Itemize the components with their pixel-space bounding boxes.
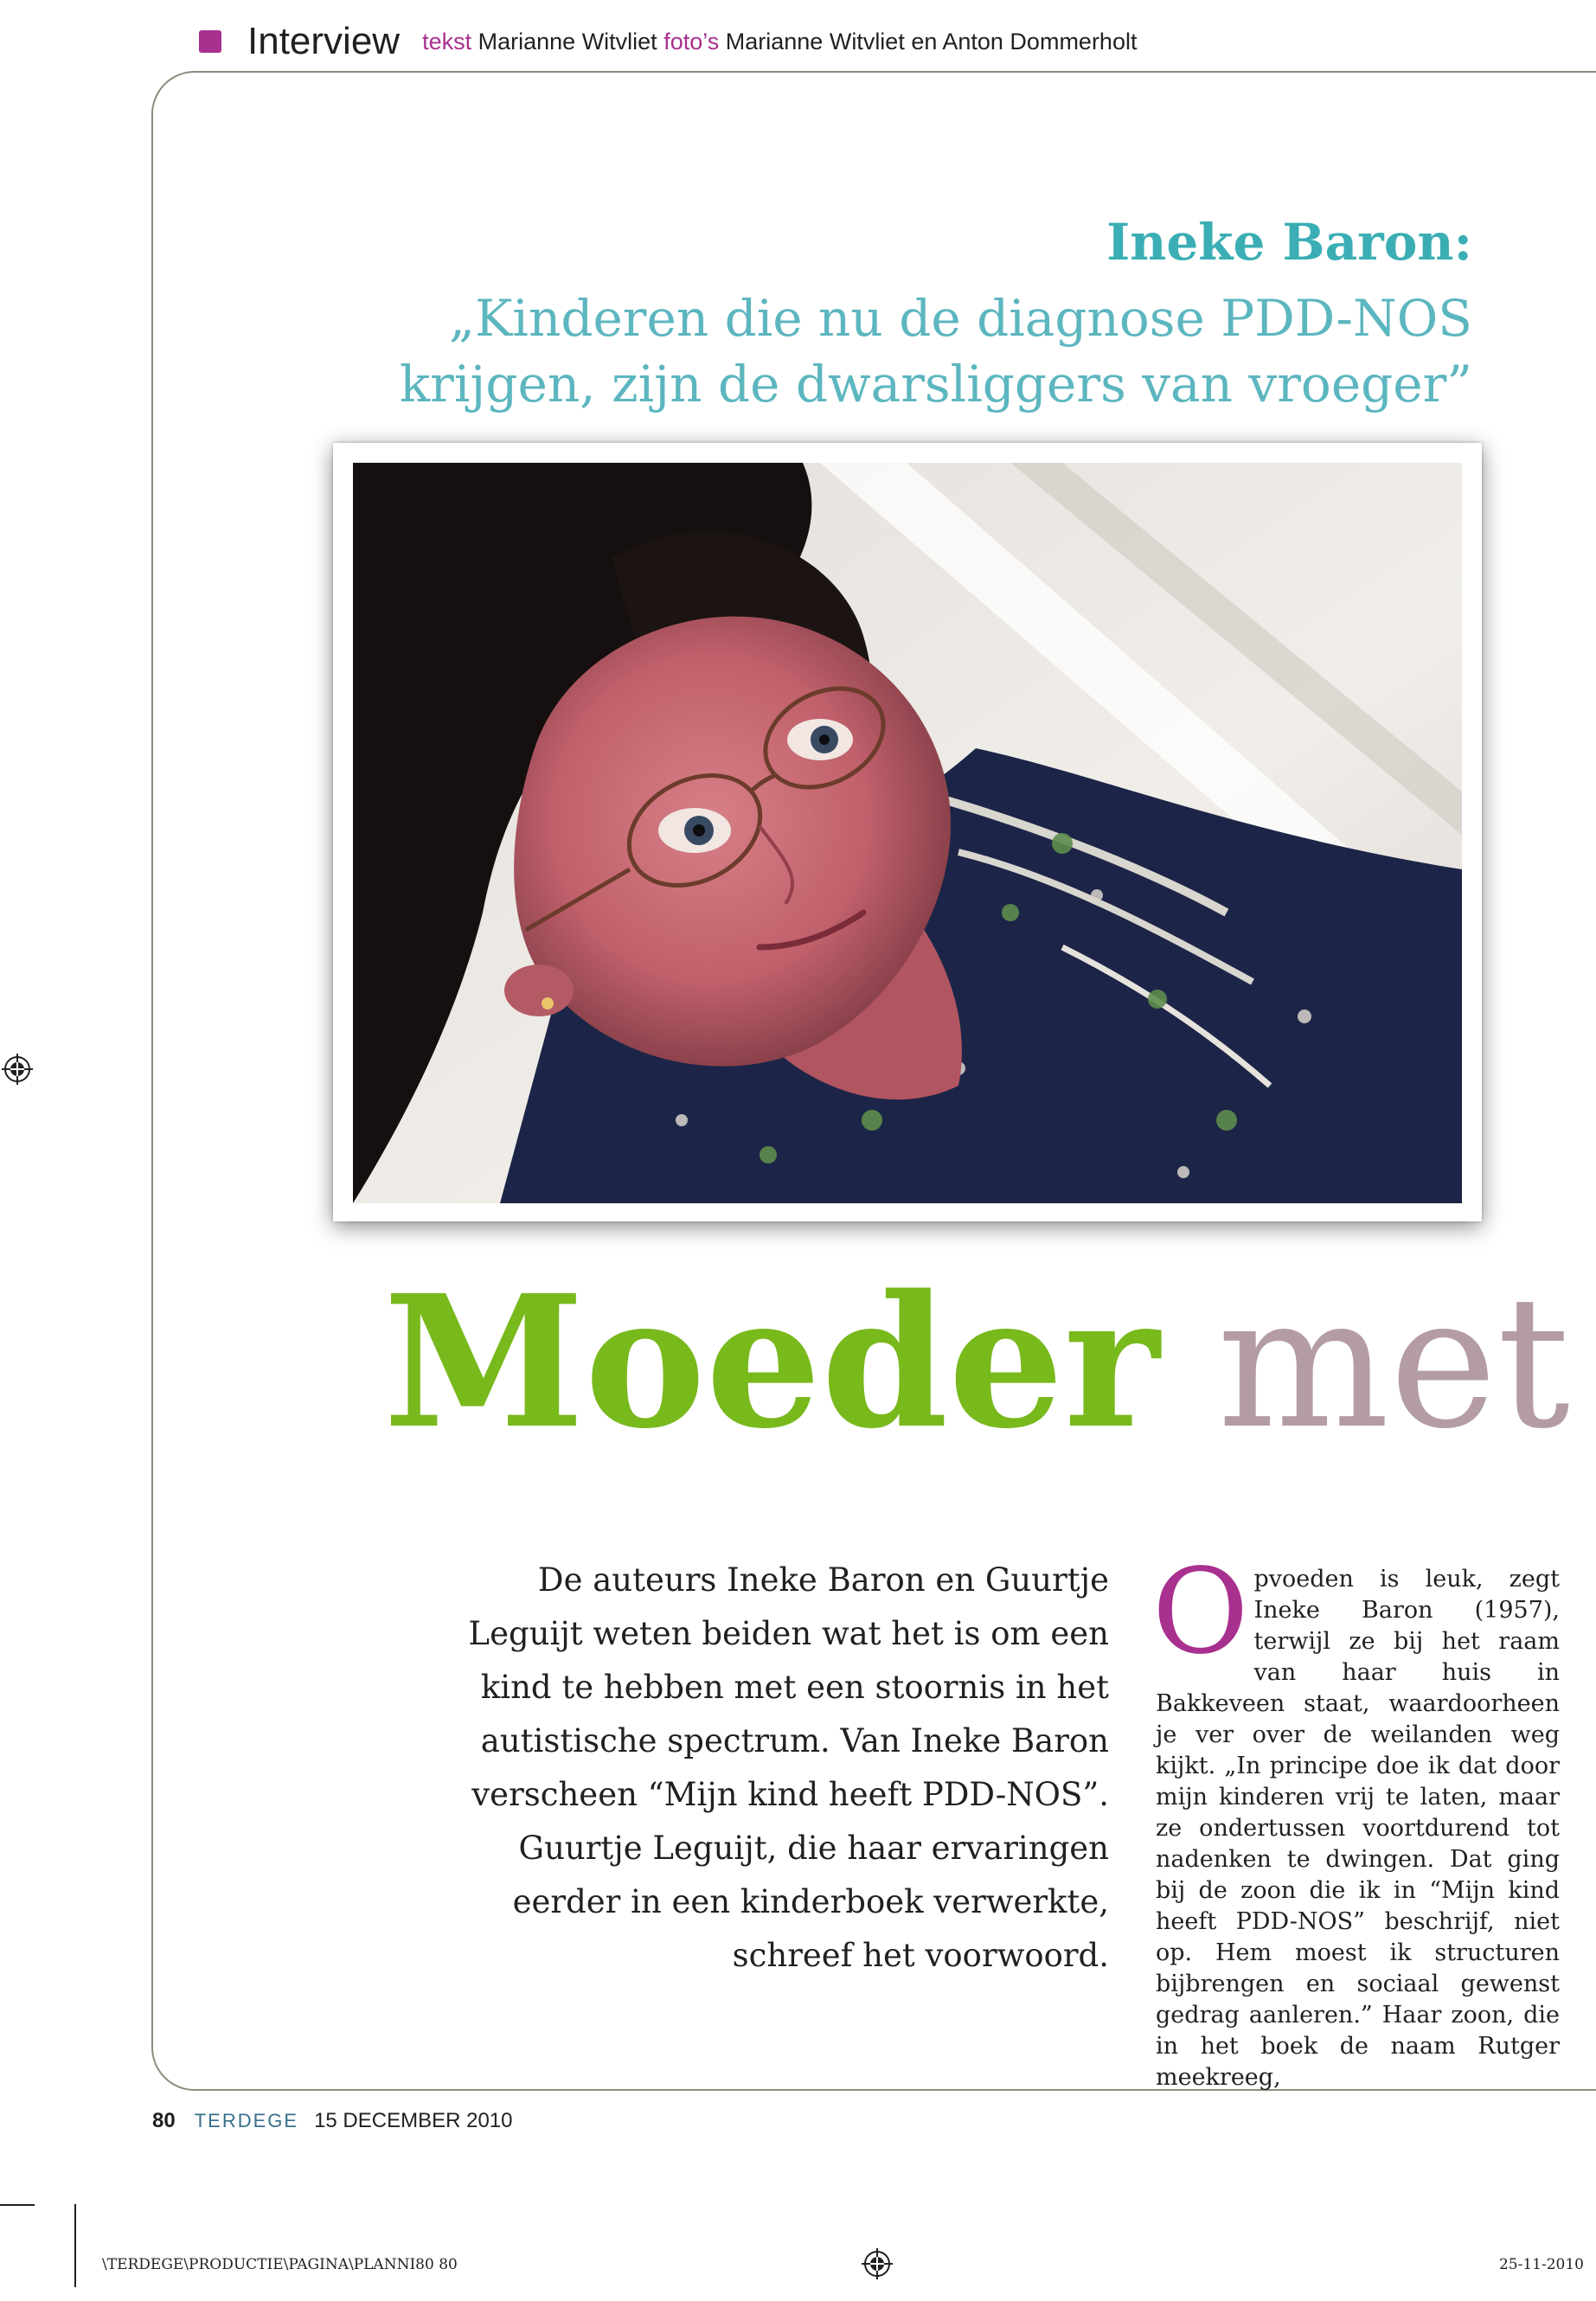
text-credit-label: tekst [422,28,472,54]
registration-mark-icon [862,2248,893,2279]
photo-credit-authors: Marianne Witvliet en Anton Dommerholt [725,28,1138,54]
headline-word-secondary: met [1217,1257,1570,1469]
section-marker-square-icon [199,30,221,53]
portrait-photo [353,463,1462,1203]
headline-word-primary: Moeder [383,1255,1160,1469]
issue-date: 15 DECEMBER 2010 [314,2109,513,2132]
body-column [1152,1544,1560,2093]
body-text: pvoeden is leuk, zegt Ineke Baron (1957), terwijl ze bij het raam van haar huis in Bakkeveen staat, waardoorheen je ver over de weilanden weg kijkt. „In principe doe ik dat door mijn kinderen vrij te laten, maar ze ondertussen voortdurend tot nadenken te dwingen. Dat ging bij de zoon die ik in “Mijn kind heeft PDD-NOS” beschrijf, niet op. Hem moest ik structuren bijbrengen en sociaal gewenst gedrag aanleren.” Haar zoon, die in het boek de naam Rutger meekreeg, [1156,1566,1560,2091]
credits [422,29,1137,55]
article-header [199,16,1137,67]
section-label: Interview [247,20,401,62]
page-footer [152,2109,513,2133]
registration-mark-icon [2,1054,33,1085]
headline [383,1255,1570,1469]
intro-paragraph: De auteurs Ineke Baron en Guurtje Leguijt weten beiden wat het is om een kind te hebben met een stoornis in het autistische spectrum. Van Ineke Baron verscheen “Mijn kind heeft PDD-NOS”. Guurtje Leguijt, die haar ervaringen eerder in een kinderboek verwerkte, schreef het voorwoord. [468,1561,1109,1974]
magazine-name: TERDEGE [194,2110,299,2131]
crop-mark [74,2204,76,2287]
print-slug-date: 25-11-2010 [1498,2256,1584,2273]
drop-cap: O [1152,1544,1249,1681]
title-quote: „Kinderen die nu de diagnose PDD-NOS krijgen, zijn de dwarsliggers van vroeger” [399,289,1472,413]
portrait-illustration [353,463,1462,1203]
interviewee-name: Ineke Baron: [1106,213,1472,272]
page-number: 80 [152,2109,176,2132]
photo-credit-label: foto’s [663,28,720,54]
portrait-photo-frame [333,443,1482,1221]
print-slug-path: \TERDEGE\PRODUCTIE\PAGINA\PLANNI80 80 [102,2256,458,2273]
text-credit-author: Marianne Witvliet [478,28,657,54]
crop-mark [0,2204,35,2206]
